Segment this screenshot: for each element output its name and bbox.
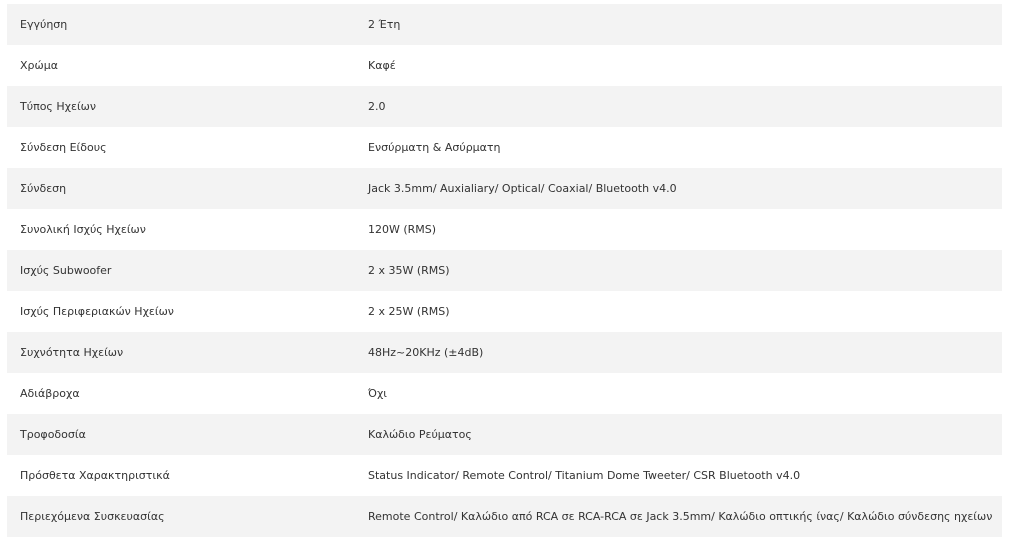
spec-label: Χρώμα [20,59,58,72]
spec-value: 2.0 [368,100,386,113]
spec-value: Ενσύρματη & Ασύρματη [368,141,501,154]
spec-value: Remote Control/ Καλώδιο από RCA σε RCA-RCA σε Jack 3.5mm/ Καλώδιο οπτικής ίνας/ Καλώδιο σύνδεσης ηχείων [368,510,993,523]
spec-row-frequency [7,332,1002,373]
spec-label: Ισχύς Subwoofer [20,264,112,277]
spec-row-speaker-type [7,86,1002,127]
spec-value: Όχι [368,387,388,400]
spec-value: Καλώδιο Ρεύματος [368,428,472,441]
spec-value: Status Indicator/ Remote Control/ Titanium Dome Tweeter/ CSR Bluetooth v4.0 [368,469,801,482]
spec-value: 120W (RMS) [368,223,437,236]
spec-label: Συχνότητα Ηχείων [20,346,124,359]
spec-label: Εγγύηση [20,18,68,31]
spec-label: Τύπος Ηχείων [20,100,97,113]
spec-value: 2 x 25W (RMS) [368,305,450,318]
spec-label: Συνολική Ισχύς Ηχείων [20,223,146,236]
spec-row-extra-features [7,455,1002,496]
specifications-table [7,4,1002,537]
spec-row-color [7,45,1002,86]
spec-value: 2 Έτη [368,18,401,31]
spec-row-satellite-power [7,291,1002,332]
spec-row-subwoofer-power [7,250,1002,291]
spec-row-power-supply [7,414,1002,455]
spec-label: Σύνδεση [20,182,67,195]
spec-label: Ισχύς Περιφεριακών Ηχείων [20,305,174,318]
spec-value: Καφέ [368,59,396,72]
spec-row-connection [7,168,1002,209]
spec-row-warranty [7,4,1002,45]
spec-label: Περιεχόμενα Συσκευασίας [20,510,165,523]
spec-row-package-contents [7,496,1002,537]
spec-row-total-power [7,209,1002,250]
spec-value: 48Hz~20KHz (±4dB) [368,346,484,359]
spec-row-connection-kind [7,127,1002,168]
spec-value: 2 x 35W (RMS) [368,264,450,277]
spec-label: Τροφοδοσία [20,428,86,441]
spec-row-waterproof [7,373,1002,414]
spec-value: Jack 3.5mm/ Auxialiary/ Optical/ Coaxial/ Bluetooth v4.0 [368,182,677,195]
spec-label: Σύνδεση Είδους [20,141,107,154]
spec-label: Πρόσθετα Χαρακτηριστικά [20,469,170,482]
spec-label: Αδιάβροχα [20,387,80,400]
